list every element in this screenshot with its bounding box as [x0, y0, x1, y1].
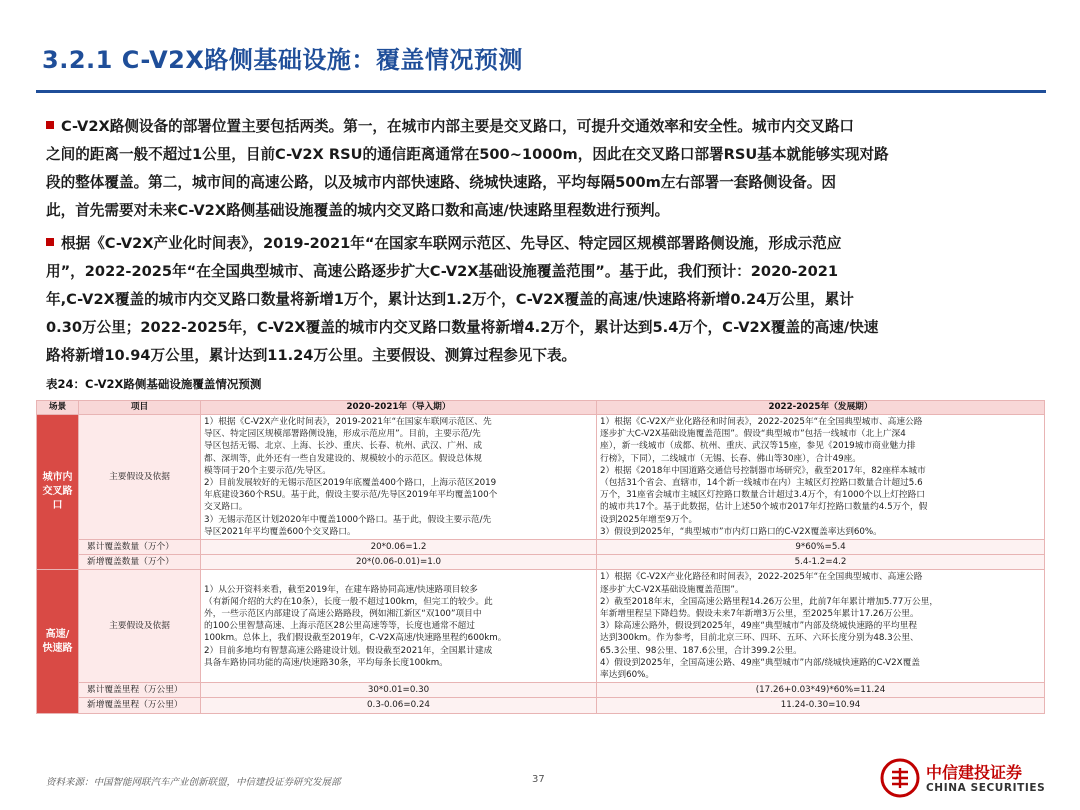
table-row	[37, 570, 1045, 683]
table-row	[37, 555, 1045, 570]
value-cell: 30*0.01=0.30	[201, 683, 597, 698]
assumption-2025-cell	[597, 415, 1045, 540]
paragraph-1-line-2: 之间的距离一般不超过1公里，目前C-V2X RSU的通信距离通常在500~1000m，因此在交叉路口部署RSU基本就能够实现对路	[46, 146, 889, 163]
cell-line: 1）根据《C-V2X产业化路径和时间表》，2022-2025年“在全国典型城市、高速公路	[600, 417, 923, 427]
cell-line: 导区包括无锡、北京、上海、长沙、重庆、长春、杭州、武汉、广州、成	[204, 441, 482, 452]
logo-chinese-name: 中信建投证券	[926, 763, 1023, 782]
scene-label-line: 高速/	[45, 628, 70, 640]
cell-line: 的城市共17个。基于此数据，估计上述50个城市2017年灯控路口数量约4.5万个，假	[600, 502, 928, 513]
cell-line: 逐步扩大C-V2X基础设施覆盖范围”。	[600, 584, 744, 595]
paragraph-1-line-1: C-V2X路侧设备的部署位置主要包括两类。第一，在城市内部主要是交叉路口，可提升交通效率和安全性。城市内交叉路口	[61, 118, 855, 135]
paragraph-2-line-4: 0.30万公里；2022-2025年，C-V2X覆盖的城市内交叉路口数量将新增4.2万个，累计达到5.4万个，C-V2X覆盖的高速/快速	[46, 319, 879, 336]
cell-line: 逐步扩大C-V2X基础设施覆盖范围”。假设“典型城市”包括一线城市（北上广深4	[600, 429, 906, 440]
paragraph-1-line-3: 段的整体覆盖。第二，城市间的高速公路，以及城市内部快速路、绕城快速路，平均每隔500m左右部署一套路侧设备。因	[46, 174, 836, 191]
paragraph-2	[46, 230, 1040, 370]
paragraph-2-line-5: 路将新增10.94万公里，累计达到11.24万公里。主要假设、测算过程参见下表。	[46, 347, 577, 364]
cell-line: 导区2021年平均覆盖600个交叉路口。	[204, 526, 356, 537]
bullet-icon	[46, 238, 54, 246]
logo-english-name: CHINA SECURITIES	[926, 782, 1046, 794]
forecast-table	[36, 400, 1045, 714]
page-number: 37	[532, 774, 545, 785]
page-title: 3.2.1 C-V2X路侧基础设施：覆盖情况预测	[42, 46, 523, 74]
cell-line: 行榜》，下同），二线城市（无锡、长春、佛山等30座），合计49座。	[600, 453, 861, 464]
cell-line: 2）根据《2018年中国道路交通信号控制器市场研究》，截至2017年，82座样本城市	[600, 465, 926, 476]
item-cumulative-count: 累计覆盖数量（万个）	[79, 540, 201, 555]
cell-line: 2）截至2018年末，全国高速公路里程14.26万公里，此前7年年累计增加5.77万公里，	[600, 596, 939, 607]
cell-line: 2）目前发展较好的无锡示范区2019年底覆盖400个路口，上海示范区2019	[204, 478, 497, 489]
item-assumption-label: 主要假设及依据	[79, 415, 201, 540]
table-caption: 表24：C-V2X路侧基础设施覆盖情况预测	[46, 377, 262, 391]
value-cell: 0.3-0.06=0.24	[201, 698, 597, 713]
cell-line: 1）根据《C-V2X产业化路径和时间表》，2022-2025年“在全国典型城市、高速公路	[600, 572, 923, 583]
header-scene: 场景	[37, 401, 79, 415]
item-cumulative-mileage: 累计覆盖里程（万公里）	[79, 683, 201, 698]
value-cell: 5.4-1.2=4.2	[597, 555, 1045, 570]
paragraph-2-line-2: 用”，2022-2025年“在全国典型城市、高速公路逐步扩大C-V2X基础设施覆盖范围”。基于此，我们预计：2020-2021	[46, 263, 839, 280]
bullet-icon	[46, 121, 54, 129]
cell-line: 2）目前多地均有智慧高速公路建设计划。假设截至2021年，全国累计建成	[204, 645, 493, 656]
cell-line: 座），新一线城市（成都、杭州、重庆、武汉等15座，参见《2019城市商业魅力排	[600, 441, 916, 452]
cell-line: 交叉路口。	[204, 502, 248, 513]
cell-line: 100km。总体上，我们假设截至2019年，C-V2X高速/快速路里程约600km。	[204, 633, 507, 644]
item-new-count: 新增覆盖数量（万个）	[79, 555, 201, 570]
cell-line: 3）无锡示范区计划2020年中覆盖1000个路口。基于此，假设主要示范/先	[204, 514, 492, 525]
paragraph-2-line-3: 年,C-V2X覆盖的城市内交叉路口数量将新增1万个，累计达到1.2万个，C-V2X覆盖的高速/快速路将新增0.24万公里，累计	[46, 291, 854, 308]
paragraph-1-line-4: 此，首先需要对未来C-V2X路侧基础设施覆盖的城内交叉路口数和高速/快速路里程数进行预判。	[46, 202, 670, 219]
assumption-2021-cell	[201, 415, 597, 540]
title-divider	[36, 90, 1046, 93]
cell-line: 模等同于20个主要示范/先导区。	[204, 465, 331, 476]
value-cell: (17.26+0.03*49)*60%=11.24	[597, 683, 1045, 698]
table-row	[37, 683, 1045, 698]
item-assumption-label: 主要假设及依据	[79, 570, 201, 683]
header-2021: 2020-2021年（导入期）	[201, 401, 597, 415]
company-logo	[880, 756, 1050, 802]
cell-line: 65.3公里、98公里、187.6公里，合计399.2公里。	[600, 645, 802, 656]
scene-label-line: 交叉路	[42, 486, 73, 498]
cell-line: 外，一些示范区内部建设了高速公路路段，例如湘江新区“双100”项目中	[204, 609, 482, 620]
cell-line: 具备车路协同功能的高速/快速路30条，平均每条长度100km。	[204, 657, 448, 668]
cell-line: 3）除高速公路外，假设到2025年，49座“典型城市”内部及绕城快速路的平均里程	[600, 621, 918, 632]
cell-line: 的100公里智慧高速、上海示范区28公里高速等等，长度也通常不超过	[204, 621, 475, 632]
scene-label-line: 城市内	[42, 472, 73, 484]
cell-line: 3）假设到2025年，“典型城市”市内灯口路口的C-V2X覆盖率达到60%。	[600, 526, 882, 537]
cell-line: （包括31个省会、直辖市，14个新一线城市在内）主城区灯控路口数量合计超过5.6	[600, 478, 923, 489]
table-header-row	[37, 401, 1045, 415]
source-note: 资料来源：中国智能网联汽车产业创新联盟，中信建投证券研究发展部	[46, 777, 341, 788]
cell-line: 1）从公开资料来看，截至2019年，在建车路协同高速/快速路项目较多	[204, 584, 478, 595]
cell-line: 年新增里程呈下降趋势。假设未来7年新增3万公里，至2025年累计17.26万公里。	[600, 609, 919, 620]
cell-line: 都、深圳等，此外还有一些自发建设的、规模较小的示范区。假设总体规	[204, 453, 482, 464]
value-cell: 20*(0.06-0.01)=1.0	[201, 555, 597, 570]
item-new-mileage: 新增覆盖里程（万公里）	[79, 698, 201, 713]
cell-line: 4）假设到2025年，全国高速公路、49座“典型城市”内部/绕城快速路的C-V2X覆盖	[600, 657, 920, 668]
cell-line: 年底建设360个RSU。基于此，假设主要示范/先导区2019年平均覆盖100个	[204, 490, 498, 501]
paragraph-2-line-1: 根据《C-V2X产业化时间表》，2019-2021年“在国家车联网示范区、先导区、特定园区规模部署路侧设施，形成示范应	[61, 235, 842, 252]
header-item: 项目	[79, 401, 201, 415]
table-row	[37, 540, 1045, 555]
cell-line: 率达到60%。	[600, 670, 655, 681]
scene-label-line: 口	[52, 500, 63, 512]
cell-line: 设到2025年增至9万个。	[600, 514, 698, 525]
scene-label-line: 快速路	[42, 642, 73, 654]
cell-line: 导区、特定园区规模部署路侧设施，形成示范应用”。目前，主要示范/先	[204, 429, 481, 440]
assumption-2025-cell	[597, 570, 1045, 683]
value-cell: 20*0.06=1.2	[201, 540, 597, 555]
header-2025: 2022-2025年（发展期）	[597, 401, 1045, 415]
cell-line: 达到300km。作为参考，目前北京三环、四环、五环、六环长度分别为48.3公里、	[600, 633, 919, 644]
cell-line: 1）根据《C-V2X产业化时间表》，2019-2021年“在国家车联网示范区、先	[204, 417, 492, 427]
logo-emblem-icon	[880, 758, 920, 798]
value-cell: 11.24-0.30=10.94	[597, 698, 1045, 713]
table-row	[37, 415, 1045, 540]
paragraph-1	[46, 113, 1040, 225]
value-cell: 9*60%=5.4	[597, 540, 1045, 555]
cell-line: （有新闻介绍的大约在10条），长度一般不超过100km，但完工的较少。此	[204, 596, 493, 607]
cell-line: 万个，31座省会城市主城区灯控路口数量合计超过3.4万个，有1000个以上灯控路口	[600, 490, 925, 501]
table-row	[37, 698, 1045, 713]
scene-cell-highway	[37, 570, 79, 713]
assumption-2021-cell	[201, 570, 597, 683]
scene-cell-intersection	[37, 415, 79, 570]
